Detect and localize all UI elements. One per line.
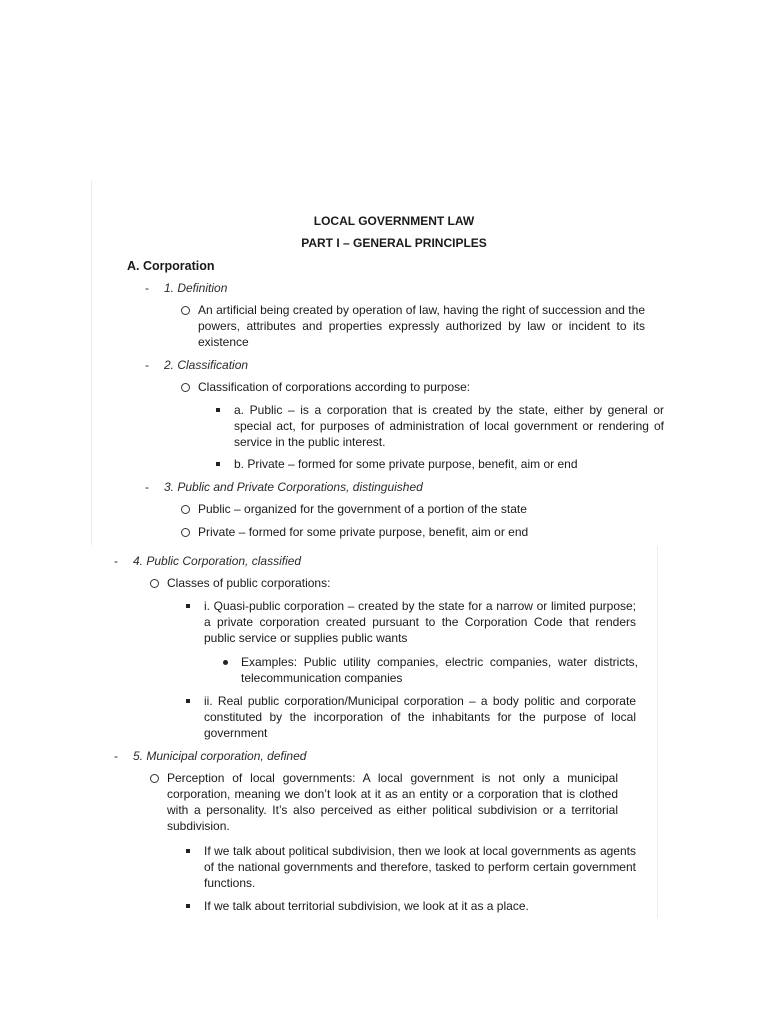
- item-text: i. Quasi-public corporation – created by the state for a narrow or limited purpose; a private corporation created pursuant to the Corporation Code that renders public service or supplies public wants: [204, 599, 636, 645]
- real-public-item: [186, 693, 636, 741]
- item-text: If we talk about territorial subdivision, we look at it as a place.: [204, 899, 529, 913]
- item-text: a. Public – is a corporation that is created by the state, either by general or special act, for purposes of administration of local government or rendering of service in the public interest.: [234, 403, 664, 449]
- distinguished-public: Public – organized for the government of a portion of the state: [198, 502, 527, 516]
- class-private-item: [216, 456, 664, 472]
- round-bullet: [223, 660, 228, 665]
- heading-text: 5. Municipal corporation, defined: [133, 749, 307, 763]
- document-subtitle: PART I – GENERAL PRINCIPLES: [301, 236, 487, 250]
- heading-text: 1. Definition: [164, 281, 228, 295]
- square-bullet: [186, 699, 190, 703]
- quasi-examples-item: [223, 654, 638, 686]
- definition-text: An artificial being created by operation of law, having the right of succession and the powers, attributes and properties expressly authorized by law or incident to its existence: [198, 303, 645, 349]
- item-text: Examples: Public utility companies, electric companies, water districts, telecommunication companies: [241, 655, 638, 685]
- heading-municipal: [114, 748, 306, 764]
- heading-definition: [145, 280, 227, 296]
- item-text: ii. Real public corporation/Municipal corporation – a body politic and corporate constituted by the incorporation of the inhabitants for the purpose of local government: [204, 694, 636, 740]
- square-bullet: [186, 849, 190, 853]
- item-text: If we talk about political subdivision, then we look at local governments as agents of the national governments and therefore, tasked to perform certain government functions.: [204, 844, 636, 890]
- class-public-item: [216, 402, 664, 450]
- dash-marker: -: [145, 358, 149, 372]
- item-text: b. Private – formed for some private purpose, benefit, aim or end: [234, 457, 578, 471]
- section-heading-corporation: A. Corporation: [127, 259, 215, 273]
- square-bullet: [216, 462, 220, 466]
- political-subdivision-item: [186, 843, 636, 891]
- dash-marker: -: [145, 480, 149, 494]
- public-classes-intro: Classes of public corporations:: [167, 576, 331, 590]
- territorial-subdivision-item: [186, 898, 636, 914]
- perception-text: Perception of local governments: A local government is not only a municipal corporation, meaning we don’t look at it as an entity or a corporation that is clothed with a personality. It’s also perceived as either political subdivision or a territorial subdivision.: [167, 771, 618, 833]
- dash-marker: -: [114, 749, 118, 763]
- heading-classification: [145, 357, 248, 373]
- square-bullet: [216, 408, 220, 412]
- square-bullet: [186, 904, 190, 908]
- heading-distinguished: [145, 479, 423, 495]
- classification-intro: Classification of corporations according to purpose:: [198, 380, 471, 394]
- document-title: LOCAL GOVERNMENT LAW: [313, 214, 475, 228]
- dash-marker: -: [145, 281, 149, 295]
- square-bullet: [186, 604, 190, 608]
- heading-text: 2. Classification: [164, 358, 249, 372]
- dash-marker: -: [114, 554, 118, 568]
- quasi-public-item: [186, 598, 636, 646]
- distinguished-private: Private – formed for some private purpose, benefit, aim or end: [198, 525, 529, 539]
- heading-public-classified: [114, 553, 301, 569]
- heading-text: 4. Public Corporation, classified: [133, 554, 302, 568]
- heading-text: 3. Public and Private Corporations, distinguished: [164, 480, 423, 494]
